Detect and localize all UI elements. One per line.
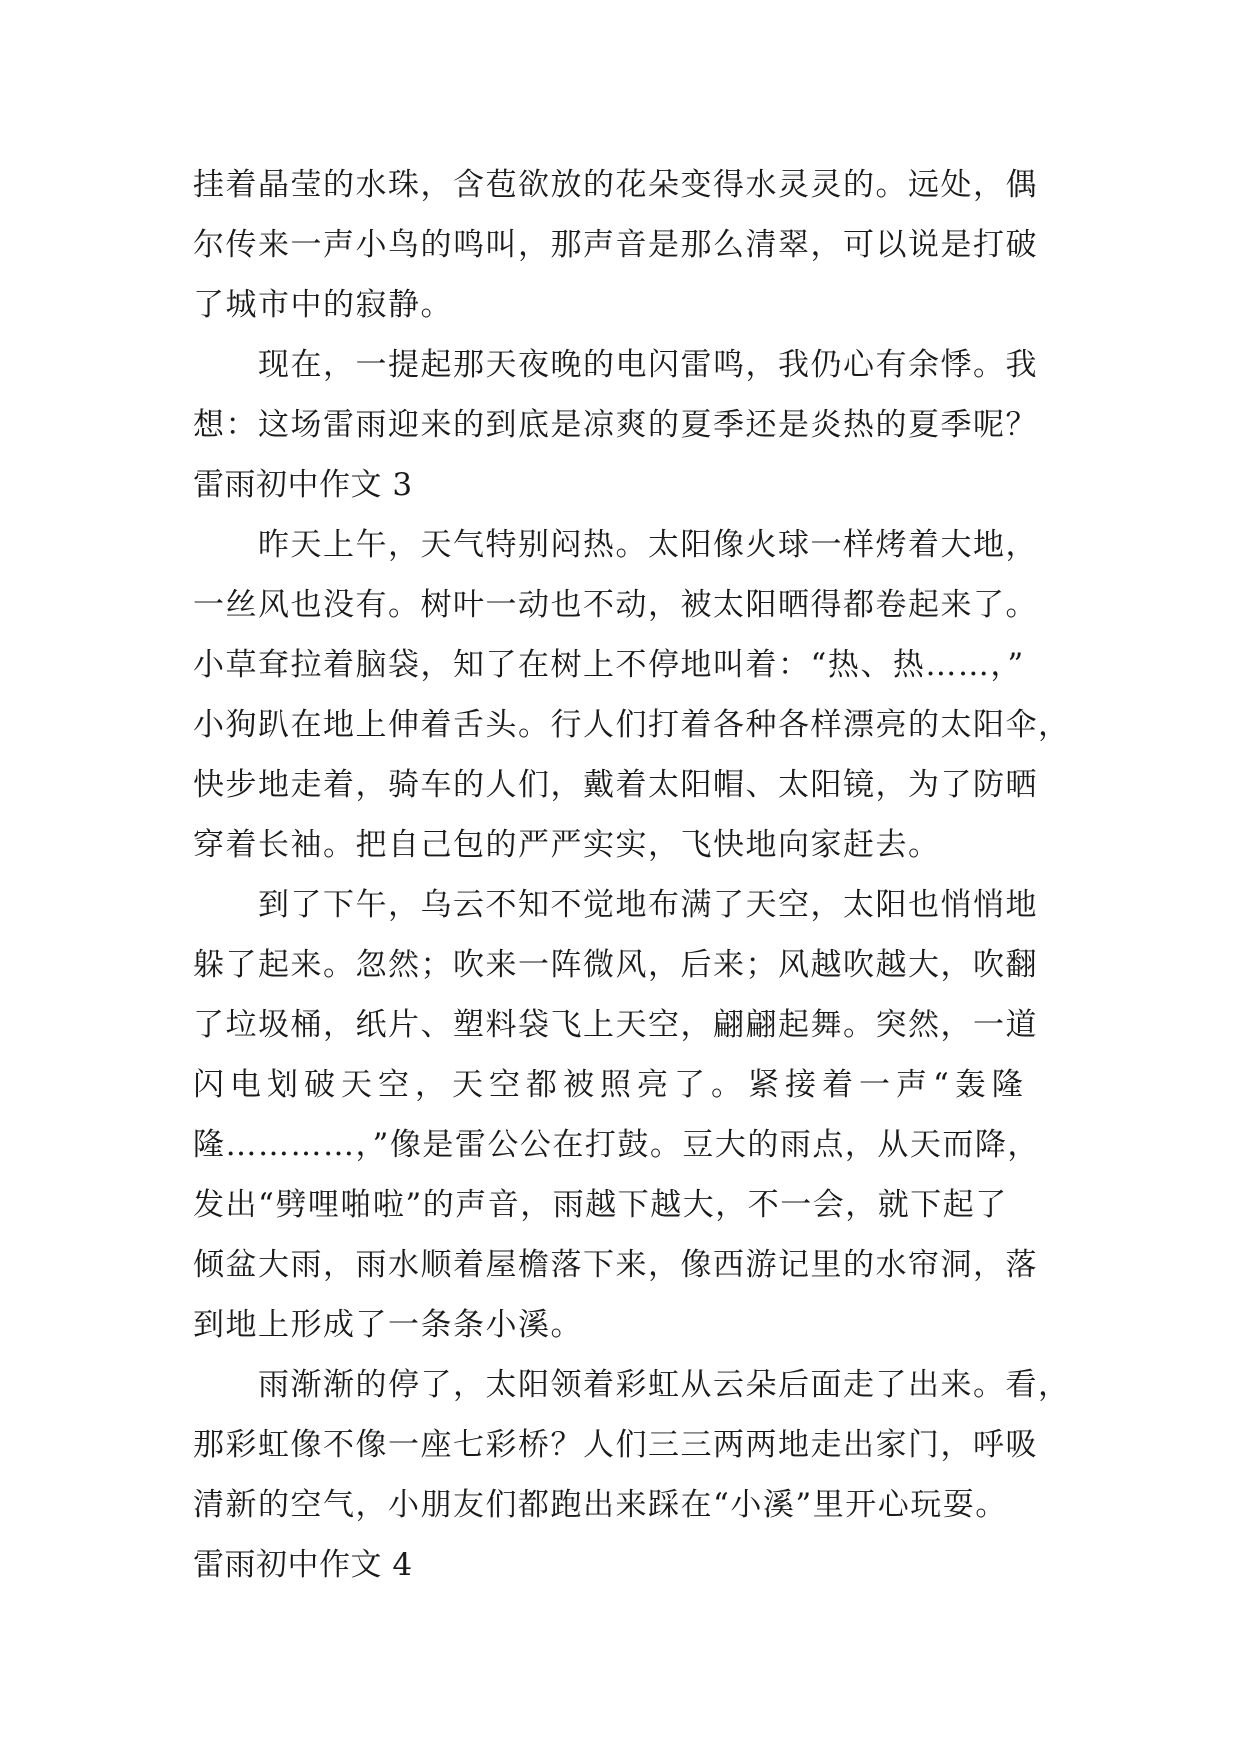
text-line: 隆…………，”像是雷公公在打鼓。豆大的雨点，从天而降， <box>193 1127 1040 1163</box>
text-line: 了垃圾桶，纸片、塑料袋飞上天空，翩翩起舞。突然，一道 <box>193 1007 1038 1043</box>
text-line: 倾盆大雨，雨水顺着屋檐落下来，像西游记里的水帘洞，落 <box>193 1247 1038 1283</box>
text-line: 小草耷拉着脑袋，知了在树上不停地叫着：“热、热……，” <box>193 647 1025 683</box>
text-line: 一丝风也没有。树叶一动也不动，被太阳晒得都卷起来了。 <box>193 587 1038 623</box>
section-heading: 雷雨初中作文 3 <box>193 467 413 503</box>
section-heading: 雷雨初中作文 4 <box>193 1547 413 1583</box>
text-line: 到地上形成了一条条小溪。 <box>193 1307 583 1343</box>
text-line: 那彩虹像不像一座七彩桥？人们三三两两地走出家门，呼吸 <box>193 1427 1038 1463</box>
text-line: 清新的空气，小朋友们都跑出来踩在“小溪”里开心玩耍。 <box>193 1487 1008 1523</box>
text-line: 小狗趴在地上伸着舌头。行人们打着各种各样漂亮的太阳伞， <box>193 707 1071 743</box>
text-line: 闪电划破天空，天空都被照亮了。紧接着一声“轰隆 <box>193 1067 1029 1103</box>
text-line: 发出“劈哩啪啦”的声音，雨越下越大，不一会，就下起了 <box>193 1187 1008 1223</box>
text-line: 雨渐渐的停了，太阳领着彩虹从云朵后面走了出来。看， <box>193 1367 1071 1403</box>
text-line: 挂着晶莹的水珠，含苞欲放的花朵变得水灵灵的。远处，偶 <box>193 167 1038 203</box>
text-line: 尔传来一声小鸟的鸣叫，那声音是那么清翠，可以说是打破 <box>193 227 1038 263</box>
text-line: 到了下午，乌云不知不觉地布满了天空，太阳也悄悄地 <box>193 887 1038 923</box>
text-line: 现在，一提起那天夜晚的电闪雷鸣，我仍心有余悸。我 <box>193 347 1038 383</box>
text-line: 躲了起来。忽然；吹来一阵微风，后来；风越吹越大，吹翻 <box>193 947 1038 983</box>
text-line: 昨天上午，天气特别闷热。太阳像火球一样烤着大地， <box>193 527 1038 563</box>
text-line: 穿着长袖。把自己包的严严实实，飞快地向家赶去。 <box>193 827 941 863</box>
text-line: 快步地走着，骑车的人们，戴着太阳帽、太阳镜，为了防晒 <box>193 767 1038 803</box>
text-line: 想：这场雷雨迎来的到底是凉爽的夏季还是炎热的夏季呢？ <box>193 407 1038 443</box>
text-line: 了城市中的寂静。 <box>193 287 453 323</box>
